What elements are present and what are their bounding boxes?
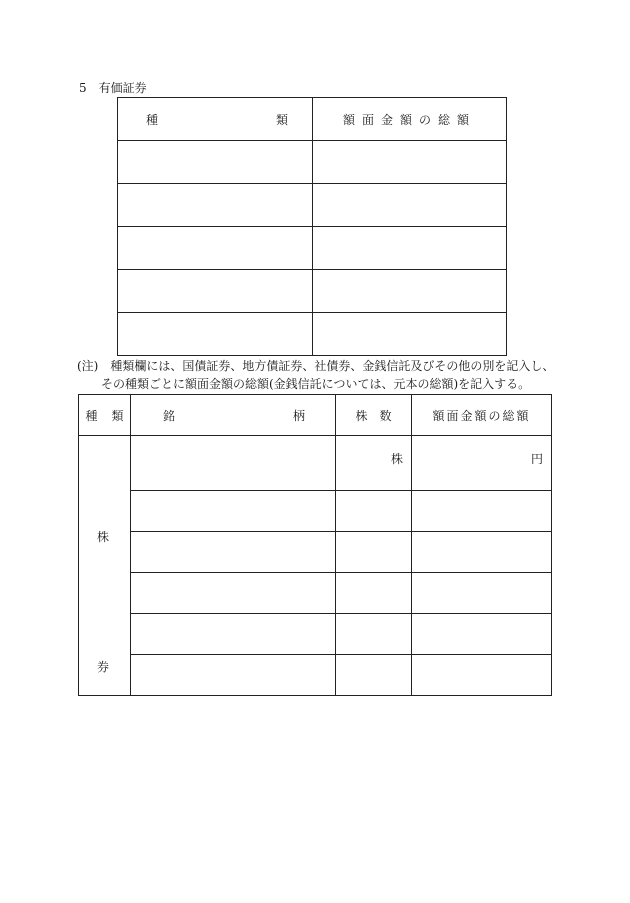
cell-brand[interactable] — [131, 491, 336, 532]
cell-total[interactable] — [313, 184, 507, 227]
header-kind-char-2: 類 — [275, 112, 288, 127]
table-row — [79, 436, 552, 491]
cell-brand[interactable] — [131, 655, 336, 696]
cell-kind[interactable] — [118, 141, 313, 184]
securities-table — [117, 97, 507, 356]
stock-certificates-table — [78, 394, 552, 696]
header-share-count — [336, 395, 412, 436]
table-row — [118, 270, 507, 313]
cell-share-count[interactable] — [336, 436, 412, 491]
kind-label-char-2: 券 — [97, 660, 110, 674]
kind-cell-stock-certificate — [79, 436, 131, 696]
cell-brand[interactable] — [131, 436, 336, 491]
cell-total[interactable] — [412, 436, 552, 491]
header-brand — [131, 395, 336, 436]
header-kind — [79, 395, 131, 436]
header-brand-char-2: 柄 — [292, 408, 305, 423]
cell-share-count[interactable] — [336, 573, 412, 614]
cell-brand[interactable] — [131, 532, 336, 573]
cell-total[interactable] — [412, 614, 552, 655]
header-kind-char-1: 種 — [85, 408, 98, 423]
note-line-2: その種類ごとに額面金額の総額(金銭信託については、元本の総額)を記入する。 — [101, 377, 531, 391]
table-row — [118, 227, 507, 270]
table-row — [79, 491, 552, 532]
header-kind — [118, 98, 313, 141]
header-face-value-total: 額面金額の総額 — [412, 395, 552, 436]
header-count-char-2: 数 — [379, 408, 392, 423]
cell-total[interactable] — [412, 491, 552, 532]
header-face-value-total: 額面金額の総額 — [313, 98, 507, 141]
cell-total[interactable] — [313, 270, 507, 313]
cell-brand[interactable] — [131, 573, 336, 614]
header-kind-char-1: 種 — [146, 112, 159, 127]
cell-share-count[interactable] — [336, 491, 412, 532]
table-row — [79, 532, 552, 573]
table-header-row — [118, 98, 507, 141]
table-row — [118, 313, 507, 356]
cell-total[interactable] — [313, 227, 507, 270]
kind-label-char-1: 株 — [97, 530, 110, 544]
cell-total[interactable] — [313, 141, 507, 184]
header-brand-char-1: 銘 — [163, 408, 176, 423]
cell-total[interactable] — [412, 655, 552, 696]
table-row — [118, 141, 507, 184]
cell-kind[interactable] — [118, 270, 313, 313]
table-header-row — [79, 395, 552, 436]
header-kind-char-2: 類 — [111, 408, 124, 423]
section-title: 有価証券 — [98, 81, 147, 95]
table-row — [79, 614, 552, 655]
unit-shares: 株 — [390, 452, 403, 466]
table-row — [79, 655, 552, 696]
cell-kind[interactable] — [118, 184, 313, 227]
table-row — [118, 184, 507, 227]
cell-kind[interactable] — [118, 313, 313, 356]
unit-yen: 円 — [530, 452, 543, 466]
cell-kind[interactable] — [118, 227, 313, 270]
cell-share-count[interactable] — [336, 532, 412, 573]
header-count-char-1: 株 — [355, 408, 368, 423]
section-number: 5 — [79, 81, 87, 95]
cell-share-count[interactable] — [336, 614, 412, 655]
cell-brand[interactable] — [131, 614, 336, 655]
cell-share-count[interactable] — [336, 655, 412, 696]
section-heading — [79, 80, 147, 96]
cell-total[interactable] — [412, 532, 552, 573]
table-row — [79, 573, 552, 614]
note-line-1: (注) 種類欄には、国債証券、地方債証券、社債券、金銭信託及びその他の別を記入し、 — [77, 359, 555, 373]
cell-total[interactable] — [313, 313, 507, 356]
cell-total[interactable] — [412, 573, 552, 614]
